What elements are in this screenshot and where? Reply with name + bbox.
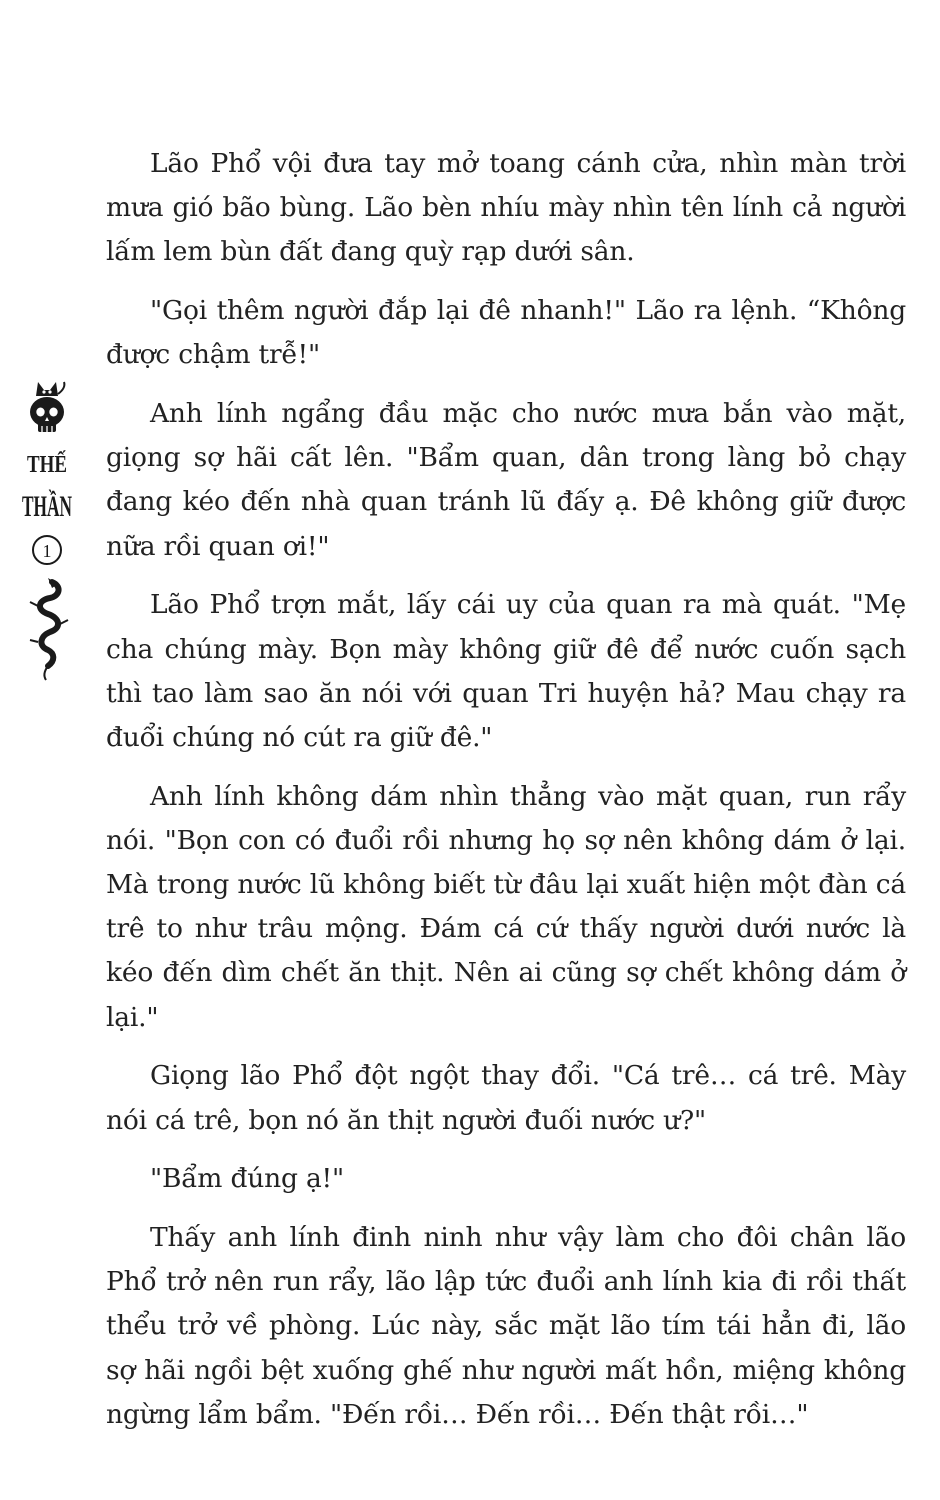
paragraph: "Bẩm đúng ạ!"	[150, 1163, 344, 1195]
paragraph: Giọng lão Phổ đột ngột thay đổi. "Cá trê… cá trê. Mày nói cá trê, bọn nó ăn thịt người đuối nước ư?"	[106, 1060, 906, 1136]
paragraph: Anh lính không dám nhìn thẳng vào mặt quan, run rẩy nói. "Bọn con có đuổi rồi nhưng họ sợ nên không dám ở lại. Mà trong nước lũ không biết từ đâu lại xuất hiện một đàn cá trê to như trâu mộng. Đám cá cứ thấy người dưới nước là kéo đến dìm chết ăn thịt. Nên ai cũng sợ chết không dám ở lại."	[106, 780, 906, 1033]
paragraph: Lão Phổ vội đưa tay mở toang cánh cửa, nhìn màn trời mưa gió bão bùng. Lão bèn nhíu mày nhìn tên lính cả người lấm lem bùn đất đang quỳ rạp dưới sân.	[106, 148, 906, 268]
paragraph: Anh lính ngẩng đầu mặc cho nước mưa bắn vào mặt, giọng sợ hãi cất lên. "Bẩm quan, dân trong làng bỏ chạy đang kéo đến nhà quan tránh lũ đấy ạ. Đê không giữ được nữa rồi quan ơi!"	[106, 398, 906, 562]
cat-icon	[36, 382, 64, 396]
paragraph: "Gọi thêm người đắp lại đê nhanh!" Lão ra lệnh. “Không được chậm trễ!"	[106, 295, 906, 371]
title-line-2: THẦN	[22, 490, 109, 523]
volume-number: 1	[42, 541, 52, 561]
dragon-icon	[30, 578, 68, 680]
paragraph: Lão Phổ trợn mắt, lấy cái uy của quan ra mà quát. "Mẹ cha chúng mày. Bọn mày không giữ đê để nước cuốn sạch thì tao làm sao ăn nói với quan Tri huyện hả? Mau chạy ra đuổi chúng nó cút ra giữ đê."	[106, 589, 906, 753]
story-text	[106, 142, 906, 1437]
side-emblem	[18, 378, 109, 688]
skull-icon	[30, 397, 64, 432]
title-line-1: THẾ	[27, 452, 78, 478]
paragraph: Thấy anh lính đinh ninh như vậy làm cho đôi chân lão Phổ trở nên run rẩy, lão lập tức đuổi anh lính kia đi rồi thất thểu trở về phòng. Lúc này, sắc mặt lão tím tái hẳn đi, lão sợ hãi ngồi bệt xuống ghế như người mất hồn, miệng không ngừng lẩm bẩm. "Đến rồi… Đến rồi… Đến thật rồi…"	[106, 1221, 906, 1430]
volume-badge	[33, 536, 61, 564]
